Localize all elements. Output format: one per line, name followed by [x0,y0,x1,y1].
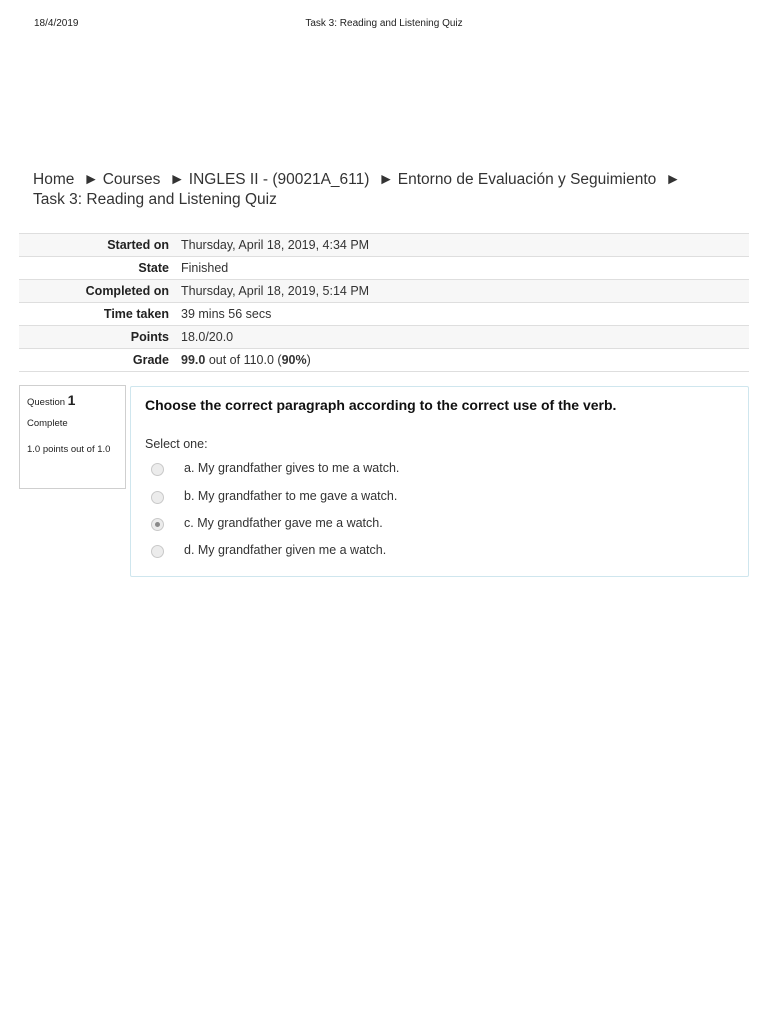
print-date: 18/4/2019 [34,18,79,29]
breadcrumb [33,170,733,210]
question-state: Complete [27,418,68,429]
summary-label: Completed on [85,284,169,298]
summary-label: Points [130,330,169,344]
question-content [130,386,749,577]
print-header [0,18,768,32]
breadcrumb-section[interactable]: Entorno de Evaluación y Seguimiento [397,171,657,188]
question-number [27,392,117,408]
radio-button-selected[interactable] [151,518,164,531]
answer-option-c[interactable] [151,515,711,533]
radio-button[interactable] [151,491,164,504]
summary-label: Started on [107,238,169,252]
summary-row-completed [19,280,749,303]
answer-option-a[interactable] [151,460,711,478]
breadcrumb-separator: ► [665,171,681,188]
summary-value: Thursday, April 18, 2019, 5:14 PM [181,284,370,298]
answer-label: a. My grandfather gives to me a watch. [184,461,400,475]
summary-label: Grade [132,353,169,367]
summary-grade-value [175,349,749,372]
summary-row-started [19,234,749,257]
summary-row-points [19,326,749,349]
select-one-prompt: Select one: [145,437,208,451]
answer-label: b. My grandfather to me gave a watch. [184,489,398,503]
answer-label: d. My grandfather given me a watch. [184,543,387,557]
question-info-panel [19,385,126,489]
question-grade: 1.0 points out of 1.0 [27,444,111,455]
summary-label: Time taken [103,307,169,321]
answer-label: c. My grandfather gave me a watch. [184,516,383,530]
answer-option-d[interactable] [151,542,711,560]
print-title: Task 3: Reading and Listening Quiz [305,18,463,29]
radio-button[interactable] [151,545,164,558]
grade-percent: 90% [281,353,307,367]
grade-score: 99.0 [181,353,206,367]
summary-value: Finished [181,261,229,275]
question-text: Choose the correct paragraph according to the correct use of the verb. [145,397,617,413]
question-prefix: Question [27,397,66,408]
summary-row-grade [19,349,749,372]
question-number-value: 1 [67,392,76,408]
breadcrumb-quiz[interactable]: Task 3: Reading and Listening Quiz [33,191,277,208]
summary-value: Thursday, April 18, 2019, 4:34 PM [181,238,370,252]
breadcrumb-separator: ► [378,171,394,188]
answer-option-b[interactable] [151,488,711,506]
summary-label: State [138,261,169,275]
summary-value: 39 mins 56 secs [181,307,272,321]
grade-out-of: out of 110.0 ( [205,353,282,367]
breadcrumb-home[interactable]: Home [33,171,75,188]
grade-close: ) [306,353,311,367]
summary-value: 18.0/20.0 [181,330,234,344]
summary-row-time-taken [19,303,749,326]
breadcrumb-separator: ► [83,171,99,188]
breadcrumb-courses[interactable]: Courses [102,171,161,188]
radio-button[interactable] [151,463,164,476]
quiz-summary-table [19,233,749,372]
breadcrumb-separator: ► [169,171,185,188]
summary-row-state [19,257,749,280]
breadcrumb-course[interactable]: INGLES II - (90021A_611) [188,171,370,188]
